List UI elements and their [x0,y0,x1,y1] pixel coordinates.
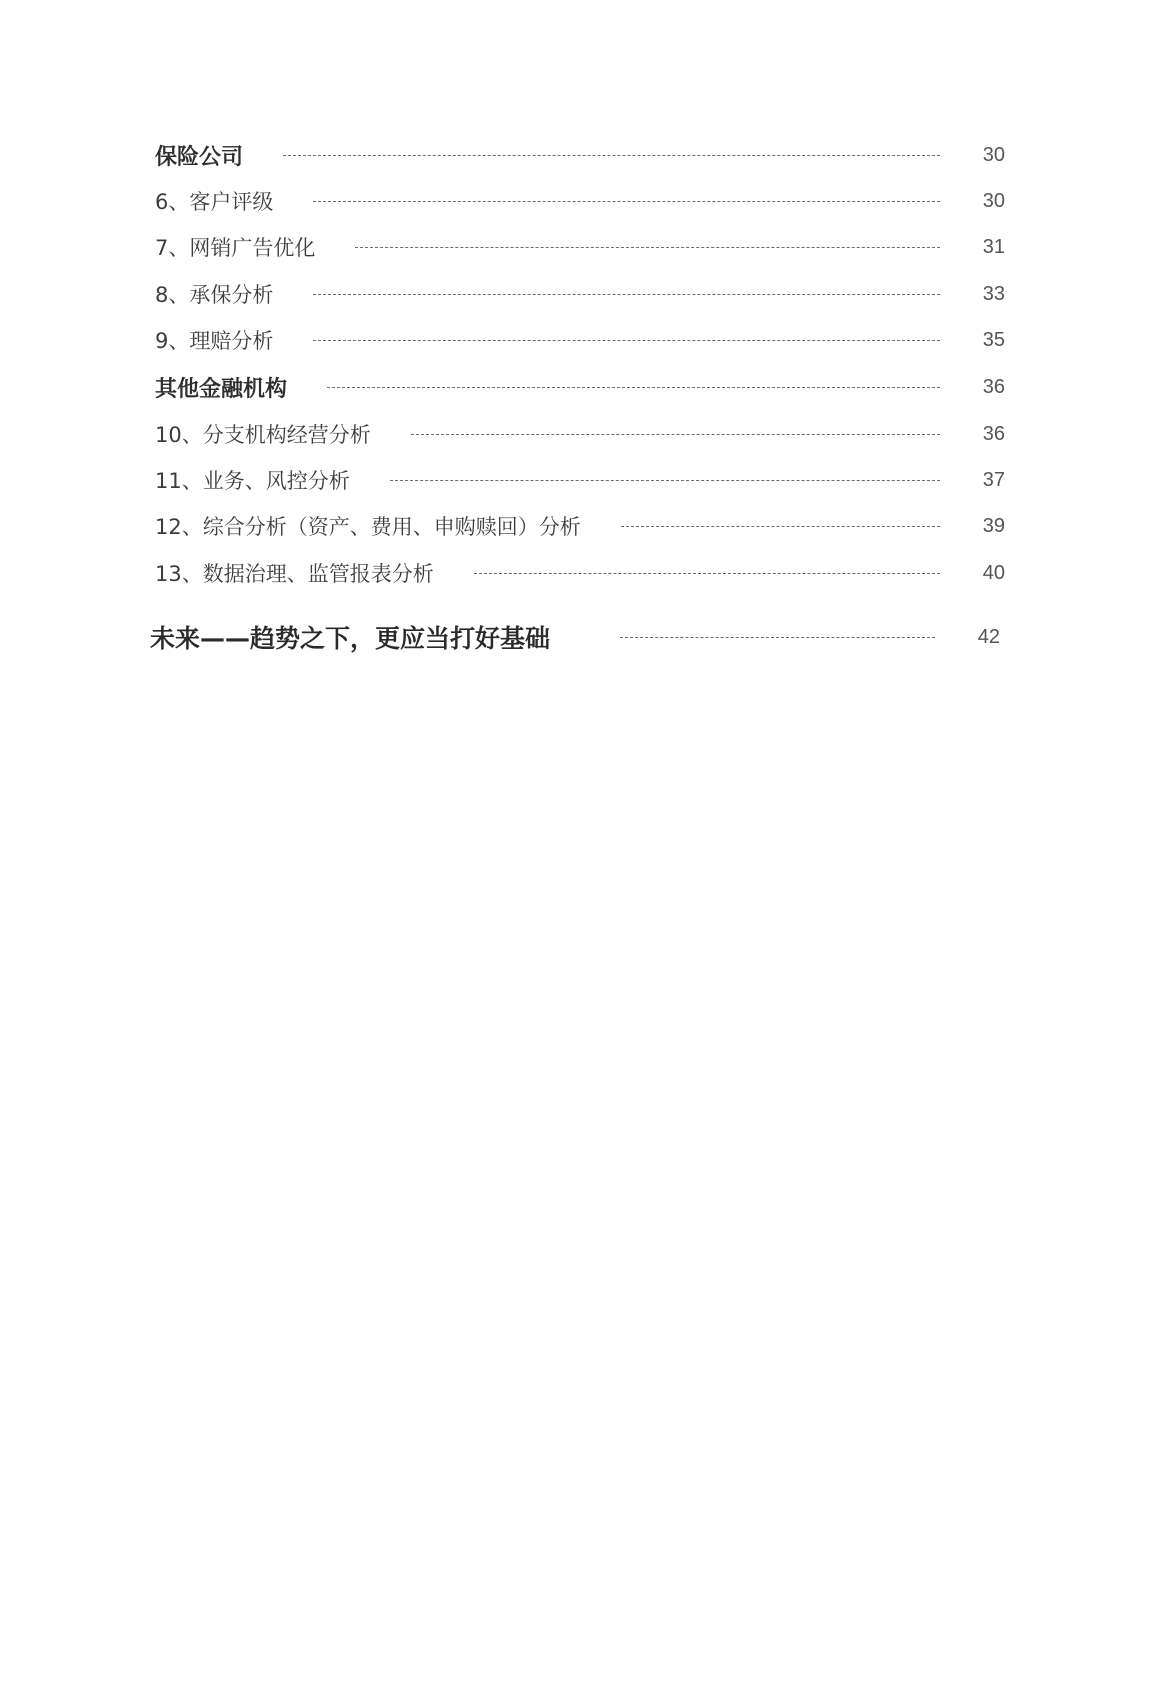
toc-dotted-leader [390,480,940,481]
toc-entry-label: 其他金融机构 [155,376,288,402]
toc-page-number: 39 [982,514,1005,537]
toc-page-number: 36 [982,375,1005,398]
toc-dotted-leader [620,637,935,638]
toc-dotted-leader [313,201,940,202]
toc-dotted-leader [621,526,940,527]
toc-entry-business-risk-analysis[interactable] [155,463,1005,497]
toc-dotted-leader [355,247,940,248]
toc-dotted-leader [474,573,940,574]
toc-dotted-leader [313,340,940,341]
toc-entry-label: 11、业务、风控分析 [155,469,350,493]
toc-page-number: 31 [982,235,1005,258]
toc-entry-claims-analysis[interactable] [155,323,1005,357]
toc-entry-underwriting-analysis[interactable] [155,277,1005,311]
toc-entry-label: 8、承保分析 [155,283,274,307]
toc-entry-label: 13、数据治理、监管报表分析 [155,562,434,586]
toc-entry-data-governance-analysis[interactable] [155,556,1005,590]
toc-entry-label: 6、客户评级 [155,190,274,214]
toc-page-number: 42 [977,625,1000,648]
toc-dotted-leader [411,434,940,435]
toc-entry-insurance-companies[interactable] [155,138,1005,172]
toc-entry-future-chapter[interactable] [150,620,1000,654]
toc-entry-comprehensive-analysis[interactable] [155,509,1005,543]
toc-page-number: 35 [982,328,1005,351]
toc-entry-branch-operations-analysis[interactable] [155,417,1005,451]
toc-entry-label: 12、综合分析（资产、费用、申购赎回）分析 [155,515,581,539]
toc-entry-label: 未来——趋势之下，更应当打好基础 [150,624,551,653]
toc-entry-label: 9、理赔分析 [155,329,274,353]
toc-page-number: 33 [982,282,1005,305]
toc-page-number: 36 [982,422,1005,445]
toc-entry-online-ad-optimization[interactable] [155,230,1005,264]
toc-dotted-leader [327,387,940,388]
toc-entry-label: 保险公司 [155,144,244,170]
toc-dotted-leader [283,155,940,156]
toc-entry-label: 7、网销广告优化 [155,236,316,260]
toc-entry-customer-rating[interactable] [155,184,1005,218]
toc-dotted-leader [313,294,940,295]
toc-page-number: 30 [982,143,1005,166]
toc-page-number: 40 [982,561,1005,584]
toc-entry-other-financial-institutions[interactable] [155,370,1005,404]
toc-page-number: 30 [982,189,1005,212]
toc-page-number: 37 [982,468,1005,491]
toc-entry-label: 10、分支机构经营分析 [155,423,371,447]
